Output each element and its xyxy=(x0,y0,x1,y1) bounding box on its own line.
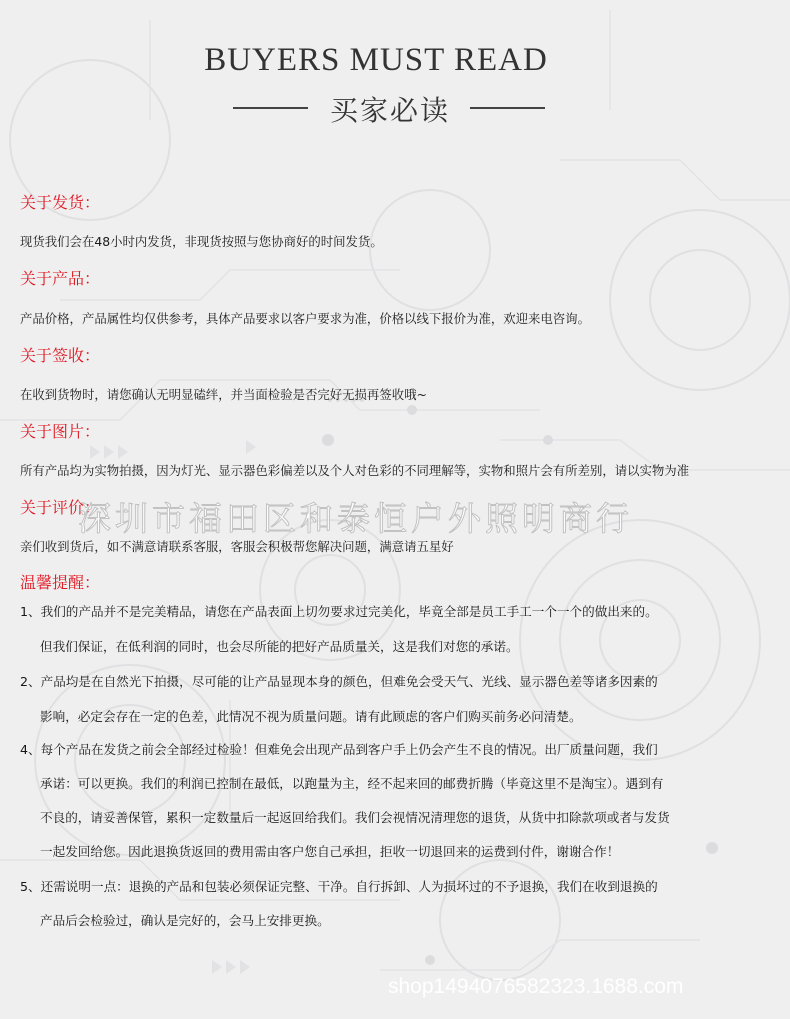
notice-line: 不良的，请妥善保管，累积一定数量后一起返回给我们。我们会视情况清理您的退货，从货中扣除款项或者与发货 xyxy=(40,810,670,825)
notice-line: 一起发回给您。因此退换货返回的费用需由客户您自己承担，拒收一切退回来的运费到付件，谢谢合作！ xyxy=(40,844,620,859)
section-text-shipping: 现货我们会在48小时内发货，非现货按照与您协商好的时间发货。 xyxy=(20,234,383,249)
section-heading-shipping: 关于发货： xyxy=(20,193,101,212)
section-heading-images: 关于图片： xyxy=(20,422,101,441)
notice-line: 5、还需说明一点：退换的产品和包装必须保证完整、干净。自行拆卸、人为损坏过的不予退换，我们在收到退换的 xyxy=(20,879,658,894)
section-text-product: 产品价格，产品属性均仅供参考，具体产品要求以客户要求为准，价格以线下报价为准，欢迎来电咨询。 xyxy=(20,311,590,326)
section-heading-reviews: 关于评价： xyxy=(20,498,101,517)
page-title-english: BUYERS MUST READ xyxy=(204,42,548,78)
notice-line: 产品后会检验过，确认是完好的，会马上安排更换。 xyxy=(40,913,330,928)
notice-line: 4、每个产品在发货之前会全部经过检验！但难免会出现产品到客户手上仍会产生不良的情况。出厂质量问题，我们 xyxy=(20,742,658,757)
section-text-images: 所有产品均为实物拍摄，因为灯光、显示器色彩偏差以及个人对色彩的不同理解等，实物和照片会有所差别，请以实物为准 xyxy=(20,463,690,478)
title-divider-right xyxy=(470,107,545,109)
notice-line: 1、我们的产品并不是完美精品，请您在产品表面上切勿要求过完美化，毕竟全部是员工手工一个一个的做出来的。 xyxy=(20,604,658,619)
title-divider-left xyxy=(233,107,308,109)
section-heading-product: 关于产品： xyxy=(20,269,101,288)
notice-heading: 温馨提醒： xyxy=(20,573,101,592)
section-text-reviews: 亲们收到货后，如不满意请联系客服，客服会积极帮您解决问题，满意请五星好 xyxy=(20,539,454,554)
section-heading-receipt: 关于签收： xyxy=(20,346,101,365)
section-text-receipt: 在收到货物时，请您确认无明显磕绊，并当面检验是否完好无损再签收哦~ xyxy=(20,387,427,402)
notice-line: 2、产品均是在自然光下拍摄，尽可能的让产品显现本身的颜色，但难免会受天气、光线、显示器色差等诸多因素的 xyxy=(20,674,658,689)
page-title-chinese-row xyxy=(0,88,790,128)
store-watermark: 深圳市福田区和泰恒户外照明商行 xyxy=(78,499,633,538)
notice-line: 但我们保证，在低利润的同时，也会尽所能的把好产品质量关，这是我们对您的承诺。 xyxy=(40,639,519,654)
shop-url-watermark: shop1494076582323.1688.com xyxy=(388,975,684,998)
page-title-chinese: 买家必读 xyxy=(329,94,450,127)
notice-line: 承诺：可以更换。我们的利润已控制在最低，以跑量为主，经不起来回的邮费折腾（毕竟这里不是淘宝）。遇到有 xyxy=(40,776,664,791)
notice-line: 影响，必定会存在一定的色差，此情况不视为质量问题。请有此顾虑的客户们购买前务必问清楚。 xyxy=(40,709,582,724)
